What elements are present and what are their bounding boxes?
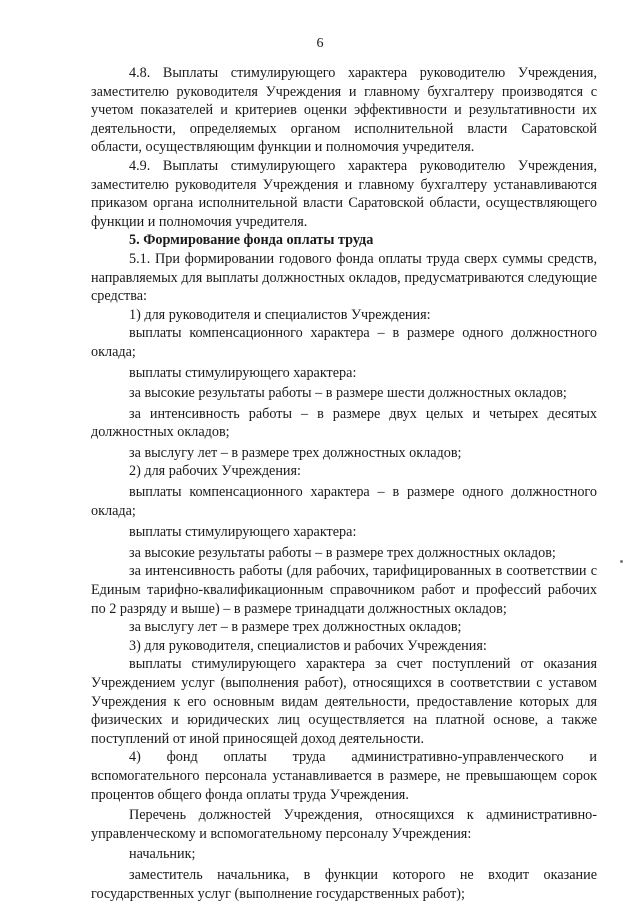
list-item: Перечень должностей Учреждения, относящихся к административно-управленческому и вспомогательному персоналу Учреждения: <box>91 807 597 842</box>
section-title: 5. Формирование фонда оплаты труда <box>129 232 374 249</box>
list-item: за интенсивность работы (для рабочих, тарифицированных в соответствии с Единым тарифно-квалификационным справочником работ и профессий рабочих по 2 разряду и выше) – в размере тринадцати должностных окладов; <box>91 563 597 617</box>
list-item: за выслугу лет – в размере трех должностных окладов; <box>129 619 462 636</box>
list-item: за интенсивность работы – в размере двух целых и четырех десятых должностных окладов; <box>91 405 597 441</box>
paragraph-4-9: 4.9. Выплаты стимулирующего характера руководителю Учреждения, заместителю руководителя Учреждения и главному бухгалтеру устанавливаются приказом органа исполнительной власти Саратовской области, осуществляющего функции и полномочия учредителя. <box>91 157 597 230</box>
paragraph-5-1: 5.1. При формировании годового фонда оплаты труда сверх суммы средств, направляемых для выплаты должностных окладов, предусматриваются следующие средства: <box>91 250 597 305</box>
list-item: 3) для руководителя, специалистов и рабочих Учреждения: <box>129 637 487 654</box>
list-item: выплаты стимулирующего характера: <box>129 364 357 381</box>
list-item: за выслугу лет – в размере трех должностных окладов; <box>129 444 462 461</box>
page-number: 6 <box>316 36 324 51</box>
paragraph-4-8: 4.8. Выплаты стимулирующего характера руководителю Учреждения, заместителю руководителя Учреждения и главному бухгалтеру производятся с учетом показателей и критериев оценки эффективности и результативности их деятельности, определяемых органом исполнительной власти Саратовской области, осуществляющим функции и полномочия учредителя. <box>91 65 597 156</box>
list-item: 2) для рабочих Учреждения: <box>129 463 301 480</box>
list-item: заместитель начальника, в функции которого не входит оказание государственных услуг (выполнение государственных работ); <box>91 866 597 902</box>
list-item: за высокие результаты работы – в размере трех должностных окладов; <box>129 544 556 561</box>
document-body <box>91 64 597 903</box>
list-item: выплаты стимулирующего характера за счет поступлений от оказания Учреждением услуг (выполнения работ), относящихся в соответствии с уставом Учреждения к его основным видам деятельности, предоставление которых для физических и юридических лиц осуществляется на платной основе, а также поступлений от иной приносящей доход деятельности. <box>91 656 597 747</box>
list-item: выплаты стимулирующего характера: <box>129 524 357 541</box>
list-item: выплаты компенсационного характера – в размере одного должностного оклада; <box>91 325 597 360</box>
list-item: за высокие результаты работы – в размере шести должностных окладов; <box>129 385 567 402</box>
list-item: выплаты компенсационного характера – в размере одного должностного оклада; <box>91 484 597 519</box>
list-item: начальник; <box>129 846 196 863</box>
list-item: 1) для руководителя и специалистов Учреждения: <box>129 306 431 323</box>
margin-mark <box>620 560 623 563</box>
list-item: 4) фонд оплаты труда административно-управленческого и вспомогательного персонала устанавливается в размере, не превышающем сорок процентов общего фонда оплаты труда Учреждения. <box>91 749 597 803</box>
